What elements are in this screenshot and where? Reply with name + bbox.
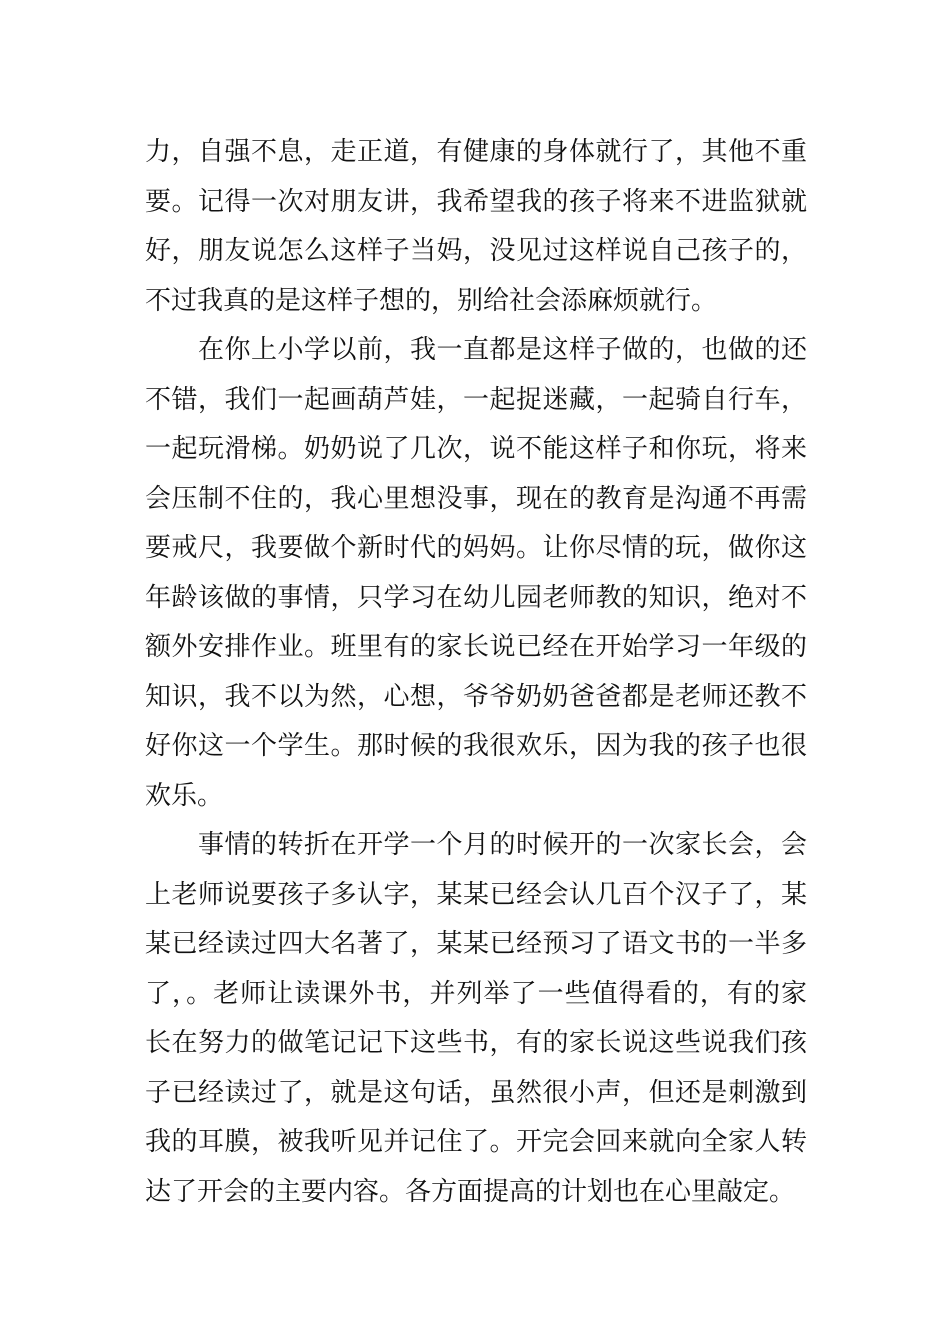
text-line: 了，。老师让读课外书，并列举了一些值得看的，有的家 (145, 978, 807, 1009)
text-line: 年龄该做的事情，只学习在幼儿园老师教的知识，绝对不 (145, 582, 807, 613)
text-line: 知识，我不以为然，心想，爷爷奶奶爸爸都是老师还教不 (145, 681, 807, 712)
text-line: 子已经读过了，就是这句话，虽然很小声，但还是刺激到 (145, 1077, 807, 1108)
text-line: 不过我真的是这样子想的，别给社会添麻烦就行。 (145, 285, 718, 316)
text-line: 达了开会的主要内容。各方面提高的计划也在心里敲定。 (145, 1176, 796, 1207)
text-line: 某已经读过四大名著了，某某已经预习了语文书的一半多 (145, 929, 807, 959)
text-line: 在你上小学以前，我一直都是这样子做的，也做的还 (198, 335, 807, 365)
text-line: 我的耳膜，被我听见并记住了。开完会回来就向全家人转 (145, 1127, 807, 1157)
text-line: 一起玩滑梯。奶奶说了几次，说不能这样子和你玩，将来 (145, 434, 807, 464)
text-line: 会压制不住的，我心里想没事，现在的教育是沟通不再需 (145, 483, 807, 514)
paragraph-3 (145, 821, 807, 1217)
text-line: 要戒尺，我要做个新时代的妈妈。让你尽情的玩，做你这 (145, 533, 807, 563)
text-line: 事情的转折在开学一个月的时候开的一次家长会，会 (198, 830, 807, 860)
text-line: 要。记得一次对朋友讲，我希望我的孩子将来不进监狱就 (145, 186, 807, 217)
text-line: 不错，我们一起画葫芦娃，一起捉迷藏，一起骑自行车， (145, 384, 807, 415)
text-line: 力，自强不息，走正道，有健康的身体就行了，其他不重 (145, 137, 807, 167)
document-body (145, 128, 807, 1217)
text-line: 好你这一个学生。那时候的我很欢乐，因为我的孩子也很 (145, 731, 807, 761)
text-line: 额外安排作业。班里有的家长说已经在开始学习一年级的 (145, 632, 807, 662)
text-line: 欢乐。 (145, 780, 224, 811)
text-line: 好，朋友说怎么这样子当妈，没见过这样说自己孩子的， (145, 236, 807, 266)
paragraph-2 (145, 326, 807, 821)
paragraph-1 (145, 128, 807, 326)
text-line: 长在努力的做笔记记下这些书，有的家长说这些说我们孩 (145, 1028, 807, 1058)
text-line: 上老师说要孩子多认字，某某已经会认几百个汉子了，某 (145, 879, 807, 910)
